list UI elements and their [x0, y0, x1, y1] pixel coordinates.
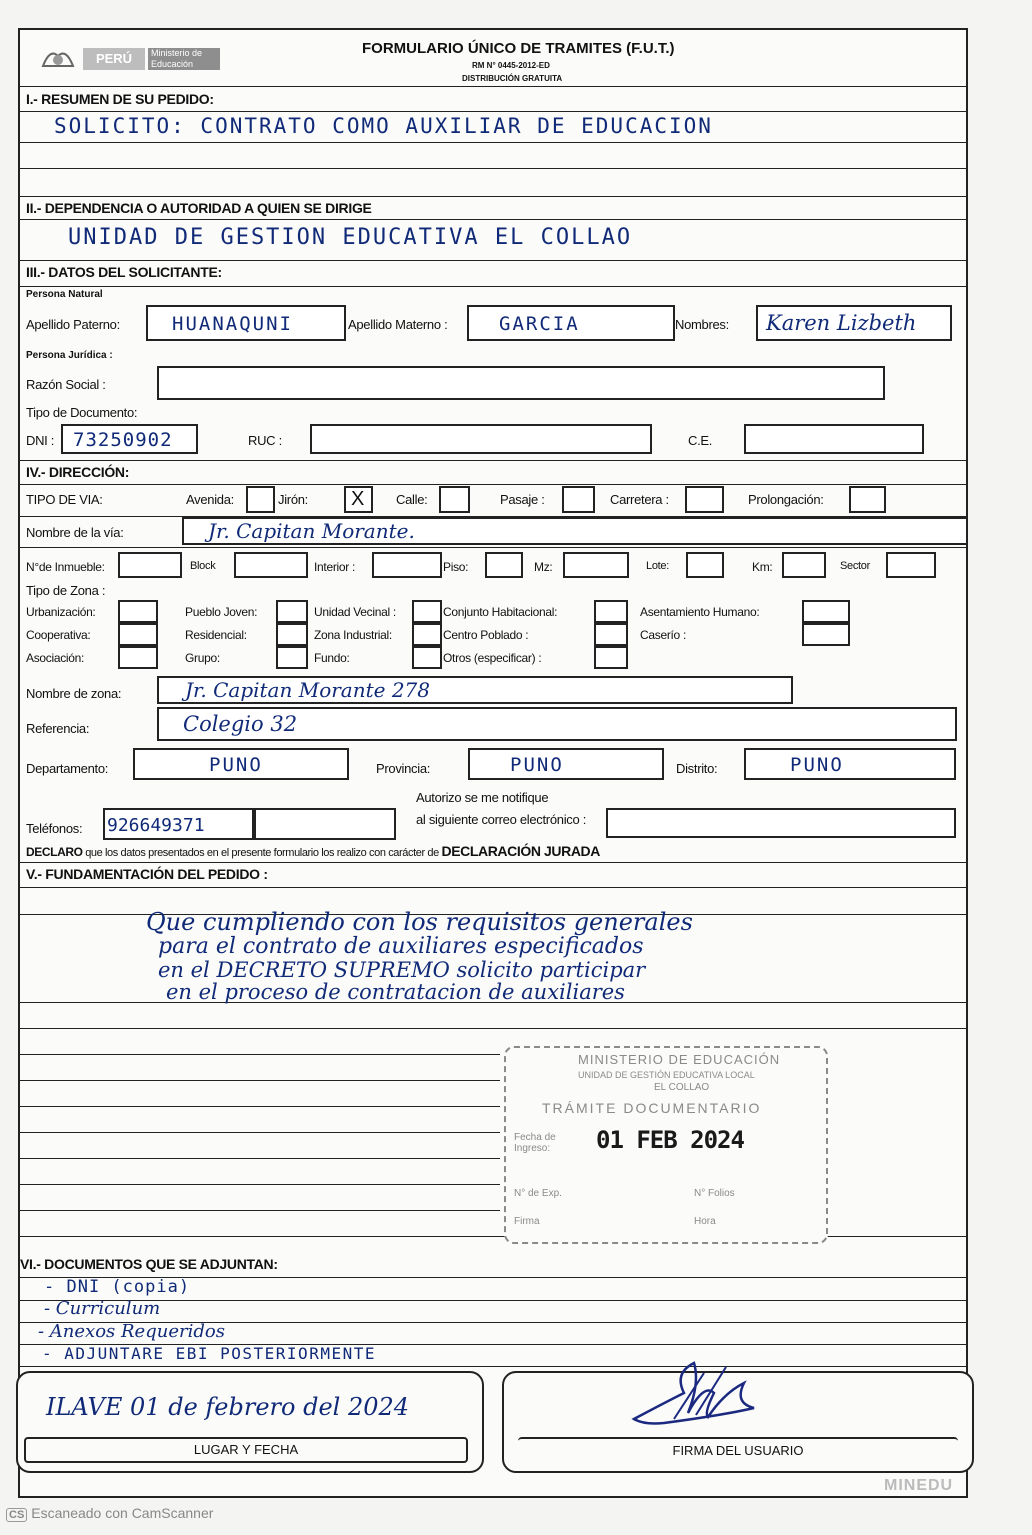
- via-calle-label: Calle:: [396, 492, 428, 507]
- zona-residencial-checkbox[interactable]: [276, 623, 308, 646]
- rule: [20, 286, 966, 287]
- nombres-value: Karen Lizbeth: [766, 311, 917, 335]
- section-3-title: III.- DATOS DEL SOLICITANTE:: [26, 264, 222, 280]
- ce-label: C.E.: [688, 433, 713, 448]
- stamp-line-2: UNIDAD DE GESTIÓN EDUCATIVA LOCAL: [578, 1070, 755, 1080]
- apellido-materno-label: Apellido Materno :: [348, 317, 448, 332]
- rule: [20, 1132, 500, 1133]
- rule: [20, 168, 966, 169]
- sector-field[interactable]: [886, 552, 936, 578]
- referencia-value: Colegio 32: [183, 712, 298, 736]
- apellido-paterno-label: Apellido Paterno:: [26, 317, 120, 332]
- firma-label-box: [518, 1437, 958, 1461]
- interior-label: Interior :: [314, 560, 356, 574]
- stamp-fecha-value: 01 FEB 2024: [596, 1126, 744, 1154]
- block-label: Block: [190, 560, 216, 572]
- apellido-paterno-field[interactable]: [146, 305, 346, 341]
- peru-logo: [38, 44, 218, 74]
- departamento-value: PUNO: [209, 754, 263, 776]
- zona-unidad-vecinal-checkbox[interactable]: [412, 600, 442, 623]
- piso-label: Piso:: [443, 560, 469, 574]
- rule: [20, 1028, 966, 1029]
- camscanner-watermark: [6, 1505, 213, 1522]
- rule: [20, 547, 966, 548]
- fundamentacion-line-4[interactable]: en el proceso de contratacion de auxiliares: [166, 980, 625, 1004]
- stamp-hora-label: Hora: [694, 1216, 716, 1227]
- section-6-title: VI.- DOCUMENTOS QUE SE ADJUNTAN:: [20, 1256, 278, 1272]
- dni-field[interactable]: [61, 424, 198, 454]
- provincia-label: Provincia:: [376, 761, 431, 776]
- telefono-field[interactable]: [103, 808, 254, 840]
- rule: [20, 1210, 500, 1211]
- form-distribution: DISTRIBUCIÓN GRATUITA: [462, 74, 563, 83]
- rule: [20, 1366, 966, 1367]
- tipo-documento-label: Tipo de Documento:: [26, 405, 138, 420]
- zona-asentamiento-label: Asentamiento Humano:: [640, 605, 760, 619]
- user-signature: [604, 1353, 784, 1443]
- rule: [20, 260, 966, 261]
- referencia-field[interactable]: [157, 707, 957, 741]
- documento-item-1[interactable]: - DNI (copia): [44, 1277, 191, 1297]
- via-avenida-checkbox[interactable]: [246, 486, 275, 513]
- distrito-value: PUNO: [790, 754, 844, 776]
- razon-social-label: Razón Social :: [26, 377, 106, 392]
- rule: [20, 862, 966, 863]
- camscanner-text: Escaneado con CamScanner: [31, 1505, 214, 1521]
- rule: [20, 196, 966, 197]
- zona-centro-poblado-checkbox[interactable]: [594, 623, 628, 646]
- zona-centro-poblado-label: Centro Poblado :: [443, 628, 529, 642]
- dni-value: 73250902: [73, 429, 173, 451]
- form-title: FORMULARIO ÚNICO DE TRAMITES (F.U.T.): [362, 40, 675, 57]
- zona-asociacion-checkbox[interactable]: [118, 646, 158, 669]
- persona-natural-label: Persona Natural: [26, 289, 103, 300]
- rule: [20, 484, 966, 485]
- tipo-via-label: TIPO DE VIA:: [26, 492, 103, 507]
- via-pasaje-label: Pasaje :: [500, 492, 545, 507]
- apellido-materno-field[interactable]: [467, 305, 675, 341]
- zona-caserio-label: Caserío :: [640, 628, 686, 642]
- rule: [20, 1158, 500, 1159]
- ce-field[interactable]: [744, 424, 924, 454]
- block-field[interactable]: [234, 552, 308, 578]
- rule: [20, 86, 966, 87]
- zona-otros-label: Otros (especificar) :: [443, 651, 542, 665]
- fundamentacion-line-3[interactable]: en el DECRETO SUPREMO solicito participar: [158, 958, 646, 982]
- inmueble-label: N°de Inmueble:: [26, 560, 105, 574]
- lugar-fecha-label: LUGAR Y FECHA: [193, 1442, 299, 1457]
- declaro-prefix: DECLARO: [26, 845, 83, 859]
- coat-of-arms-icon: [38, 44, 78, 74]
- via-prolongacion-checkbox[interactable]: [849, 486, 886, 513]
- rule: [20, 1054, 500, 1055]
- stamp-line-3: EL COLLAO: [654, 1082, 710, 1093]
- zona-industrial-label: Zona Industrial:: [314, 628, 392, 642]
- autorizo-line-2: al siguiente correo electrónico :: [416, 812, 587, 827]
- zona-grupo-label: Grupo:: [185, 651, 220, 665]
- zona-caserio-checkbox[interactable]: [802, 623, 850, 646]
- logo-peru-text: PERÚ: [83, 48, 145, 70]
- persona-juridica-label: Persona Jurídica :: [26, 350, 113, 361]
- reception-stamp: [504, 1046, 828, 1244]
- provincia-field[interactable]: [468, 748, 664, 780]
- departamento-label: Departamento:: [26, 761, 109, 776]
- distrito-field[interactable]: [744, 748, 956, 780]
- nombre-via-label: Nombre de la vía:: [26, 525, 124, 540]
- zona-urbanizacion-checkbox[interactable]: [118, 600, 158, 623]
- dependencia-value[interactable]: UNIDAD DE GESTION EDUCATIVA EL COLLAO: [68, 225, 633, 250]
- referencia-label: Referencia:: [26, 721, 90, 736]
- lugar-fecha-value[interactable]: ILAVE 01 de febrero del 2024: [46, 1393, 410, 1421]
- telefono-value: 926649371: [107, 815, 205, 836]
- form-sheet: [18, 28, 968, 1498]
- resumen-value[interactable]: SOLICITO: CONTRATO COMO AUXILIAR DE EDUCACION: [54, 114, 713, 138]
- inmueble-field[interactable]: [118, 552, 182, 578]
- zona-asociacion-label: Asociación:: [26, 651, 85, 665]
- declaracion-jurada: [26, 843, 600, 859]
- via-jiron-label: Jirón:: [278, 492, 308, 507]
- rule: [20, 460, 966, 461]
- documento-item-3[interactable]: - Anexos Requeridos: [38, 1321, 225, 1342]
- logo-ministry-text: Ministerio de Educación: [148, 48, 220, 70]
- form-rm: RM N° 0445-2012-ED: [472, 61, 550, 70]
- nombres-field[interactable]: [756, 305, 952, 341]
- via-pasaje-checkbox[interactable]: [562, 486, 595, 513]
- firma-panel: [502, 1371, 974, 1473]
- interior-field[interactable]: [372, 552, 442, 578]
- rule: [20, 219, 966, 220]
- section-4-title: IV.- DIRECCIÓN:: [26, 464, 130, 480]
- documento-item-4[interactable]: - ADJUNTARE EBI POSTERIORMENTE: [42, 1344, 376, 1363]
- km-field[interactable]: [782, 552, 826, 578]
- zona-grupo-checkbox[interactable]: [276, 646, 308, 669]
- tipo-zona-label: Tipo de Zona :: [26, 583, 106, 598]
- zona-otros-checkbox[interactable]: [594, 646, 628, 669]
- rule: [20, 1080, 500, 1081]
- zona-industrial-checkbox[interactable]: [412, 623, 442, 646]
- nombre-zona-label: Nombre de zona:: [26, 686, 122, 701]
- zona-fundo-checkbox[interactable]: [412, 646, 442, 669]
- stamp-fecha-label: Fecha de Ingreso:: [514, 1132, 556, 1154]
- stamp-line-4: TRÁMITE DOCUMENTARIO: [542, 1100, 762, 1116]
- via-calle-checkbox[interactable]: [439, 486, 470, 513]
- piso-field[interactable]: [485, 552, 523, 578]
- declaro-bold: DECLARACIÓN JURADA: [441, 843, 600, 859]
- via-avenida-label: Avenida:: [186, 492, 234, 507]
- zona-cooperativa-label: Cooperativa:: [26, 628, 91, 642]
- lote-field[interactable]: [686, 552, 724, 578]
- jiron-check-mark: X: [351, 488, 365, 510]
- provincia-value: PUNO: [510, 754, 564, 776]
- lote-label: Lote:: [646, 560, 669, 572]
- rule: [20, 1300, 966, 1301]
- nombre-via-field[interactable]: [182, 517, 966, 545]
- zona-asentamiento-checkbox[interactable]: [802, 600, 850, 623]
- lugar-fecha-label-box: [24, 1437, 468, 1463]
- firma-label: FIRMA DEL USUARIO: [672, 1443, 804, 1458]
- nombres-label: Nombres:: [675, 317, 729, 332]
- nombre-via-value: Jr. Capitan Morante.: [208, 519, 415, 543]
- fundamentacion-line-2[interactable]: para el contrato de auxiliares especificados: [158, 934, 644, 959]
- razon-social-field[interactable]: [157, 366, 885, 400]
- stamp-firma-label: Firma: [514, 1216, 540, 1227]
- zona-pueblo-joven-label: Pueblo Joven:: [185, 605, 258, 619]
- apellido-paterno-value: HUANAQUNI: [172, 313, 293, 335]
- zona-unidad-vecinal-label: Unidad Vecinal :: [314, 605, 396, 619]
- zona-urbanizacion-label: Urbanización:: [26, 605, 96, 619]
- zona-conjunto-habitacional-checkbox[interactable]: [594, 600, 628, 623]
- rule: [20, 1106, 500, 1107]
- documento-item-2[interactable]: - Curriculum: [44, 1298, 161, 1319]
- zona-fundo-label: Fundo:: [314, 651, 350, 665]
- zona-residencial-label: Residencial:: [185, 628, 247, 642]
- rule: [20, 887, 966, 888]
- rule: [20, 142, 966, 143]
- lugar-fecha-panel: [16, 1371, 484, 1473]
- correo-field[interactable]: [606, 808, 956, 838]
- camscanner-icon: CS: [6, 1508, 27, 1522]
- via-jiron-checkbox[interactable]: [344, 486, 373, 513]
- zona-cooperativa-checkbox[interactable]: [118, 623, 158, 646]
- declaro-text: que los datos presentados en el presente formulario los realizo con carácter de: [82, 847, 442, 859]
- stamp-line-1: MINISTERIO DE EDUCACIÓN: [578, 1052, 781, 1067]
- telefonos-label: Teléfonos:: [26, 821, 83, 836]
- section-1-title: I.- RESUMEN DE SU PEDIDO:: [26, 91, 214, 107]
- fundamentacion-line-1[interactable]: Que cumpliendo con los requisitos generales: [146, 908, 693, 936]
- section-2-title: II.- DEPENDENCIA O AUTORIDAD A QUIEN SE DIRIGE: [26, 200, 372, 216]
- minedu-brand: MINEDU: [884, 1477, 954, 1494]
- mz-field[interactable]: [563, 552, 629, 578]
- nombre-zona-field[interactable]: [157, 676, 793, 704]
- section-5-title: V.- FUNDAMENTACIÓN DEL PEDIDO :: [26, 866, 268, 882]
- distrito-label: Distrito:: [676, 761, 718, 776]
- via-carretera-label: Carretera :: [610, 492, 669, 507]
- rule: [20, 1184, 500, 1185]
- dni-label: DNI :: [26, 433, 55, 448]
- zona-conjunto-habitacional-label: Conjunto Habitacional:: [443, 605, 558, 619]
- apellido-materno-value: GARCIA: [499, 313, 580, 335]
- departamento-field[interactable]: [133, 748, 349, 780]
- mz-label: Mz:: [534, 560, 553, 574]
- via-carretera-checkbox[interactable]: [685, 486, 724, 513]
- zona-pueblo-joven-checkbox[interactable]: [276, 600, 308, 623]
- stamp-exp-label: N° de Exp.: [514, 1188, 562, 1199]
- nombre-zona-value: Jr. Capitan Morante 278: [185, 678, 431, 702]
- ruc-label: RUC :: [248, 433, 282, 448]
- via-prolongacion-label: Prolongación:: [748, 492, 824, 507]
- ruc-field[interactable]: [310, 424, 652, 454]
- stamp-folios-label: N° Folios: [694, 1188, 735, 1199]
- autorizo-line-1: Autorizo se me notifique: [416, 790, 549, 805]
- telefono-field-2[interactable]: [254, 808, 396, 840]
- sector-label: Sector: [840, 560, 870, 572]
- rule: [20, 111, 966, 112]
- km-label: Km:: [752, 560, 773, 574]
